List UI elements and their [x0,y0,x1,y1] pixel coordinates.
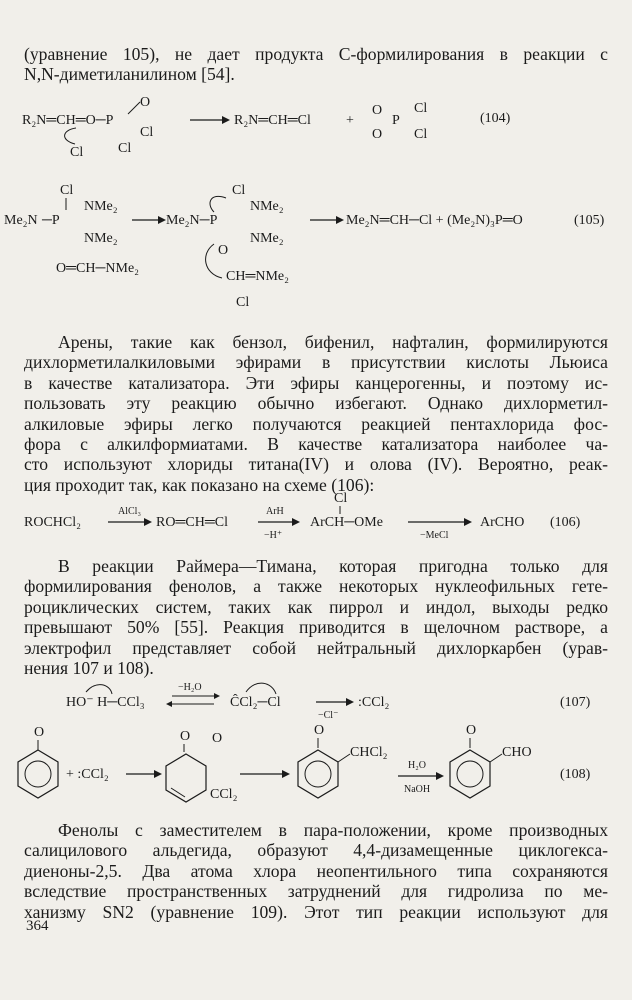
svg-text:O: O [180,729,191,744]
svg-text:P: P [392,113,400,128]
svg-text:Cl: Cl [236,295,250,310]
svg-text:−MeCl: −MeCl [420,530,449,541]
paragraph-3 [24,820,608,922]
svg-text:NMe₂: NMe₂ [250,231,284,246]
text-line: роциклических систем, таких как пиррол и индол, выходы редко [24,596,608,617]
text-line: алкиловые эфиры легко получаются реакцией пентахлорида фос- [24,413,608,434]
svg-text:CH═NMe₂: CH═NMe₂ [226,269,290,284]
svg-text:Cl: Cl [60,183,74,198]
scheme-104-product: R₂N═CH═Cl [234,113,311,128]
svg-text:O: O [372,103,383,118]
equation-number: (108) [560,767,591,782]
scheme-105-group: NMe₂ [84,231,118,246]
text-line: диеноны-2,5. Два атома хлора неопентильного типа сохраняются [24,860,608,881]
scheme-104-oxygen: O [140,95,151,110]
scheme-108 [0,722,632,822]
text-line: превышают 50% [55]. Реакция приводится в щелочном растворе, а [24,617,608,638]
svg-text:−Cl⁻: −Cl⁻ [318,710,339,721]
scheme-104-chloride: Cl [70,145,84,160]
scheme-104-chloride: Cl [118,141,132,156]
scheme-105 [0,180,632,320]
scheme-105-reactant: Me₂N [4,213,38,228]
equation-number: (107) [560,695,591,710]
text-line: нения 107 и 108). [24,658,154,679]
scheme-106 [0,492,632,542]
equation-number: (104) [480,111,511,126]
scheme-107-species: ĈCl₂─Cl [230,695,281,710]
scheme-106-species: RO═CH═Cl [156,515,228,530]
text-line: (уравнение 105), не дает продукта C-формилирования в реакции с [24,44,608,64]
svg-text:NaOH: NaOH [404,784,431,795]
equation-number: (105) [574,213,605,228]
svg-text:ArH: ArH [266,506,284,517]
scheme-104-reactant: R₂N═CH═O─P [22,113,114,128]
svg-text:NMe₂: NMe₂ [250,199,284,214]
text-line: N,N-диметиланилином [54]. [24,64,235,85]
svg-text:CHO: CHO [502,745,532,760]
text-line: формилирования фенолов, а также некоторых нуклеофильных гете- [24,576,608,597]
svg-text:+ :CCl₂: + :CCl₂ [66,767,109,782]
text-line: вследствие пространственных затруднений для гидролиза по ме- [24,881,608,902]
scheme-104-chloride: Cl [140,125,154,140]
svg-text:Cl: Cl [414,101,428,116]
svg-text:─P: ─P [42,213,60,228]
scheme-105-product: Me₂N═CH─Cl + (Me₂N)₃P═O [346,213,523,228]
text-line: дихлорметилалкиловыми эфирами в присутствии кислоты Льюиса [24,352,608,373]
text-line: пользовать эту реакцию обычно избегают. Однако дихлорметил- [24,393,608,414]
svg-text:O: O [372,127,383,142]
text-line: электрофил представляет собой нейтральный дихлоркарбен (урав- [24,637,608,658]
scheme-106-species: ArCHO [480,515,525,530]
text-line: ция проходит так, как показано на схеме (106): [24,474,375,495]
svg-text:CHCl₂: CHCl₂ [350,745,388,760]
svg-text:O: O [34,725,45,740]
svg-text:Me₂N─P: Me₂N─P [166,213,218,228]
scheme-106-species: ArCH─OMe [310,515,383,530]
top-paragraph [24,44,608,85]
text-line: ханизму SN2 (уравнение 109). Этот тип реакции используют для [24,901,608,922]
paragraph-2 [24,556,608,678]
text-line: салицилового альдегида, образуют 4,4-дизамещенные циклогекса- [24,840,608,861]
svg-text:−H⁺: −H⁺ [264,530,283,541]
svg-text:CCl₂: CCl₂ [210,787,238,802]
svg-text:O: O [466,723,477,738]
paragraph-1 [24,332,608,495]
svg-text:O: O [212,731,223,746]
svg-text:O: O [218,243,229,258]
page-number: 364 [26,918,49,934]
svg-text:+: + [346,113,354,128]
svg-text:H₂O: H₂O [408,760,426,771]
svg-text:−H₂O: −H₂O [178,682,202,693]
scheme-107-species: :CCl₂ [358,695,390,710]
scheme-106-species: ROCHCl₂ [24,515,82,530]
equation-number: (106) [550,515,581,530]
text-line: в качестве катализатора. Эти эфиры канцерогенны, и поэтому ис- [24,372,608,393]
text-line: сто используют хлориды титана(IV) и олова (IV). Вероятно, реак- [24,454,608,475]
svg-text:AlCl₃: AlCl₃ [118,506,141,517]
svg-text:O: O [314,723,325,738]
text-line: В реакции Раймера—Тимана, которая пригодна только для [58,556,608,576]
text-line: Фенолы с заместителем в пара-положении, кроме производных [58,820,608,840]
text-line: Арены, такие как бензол, бифенил, нафталин, формилируются [58,332,608,352]
svg-text:Cl: Cl [414,127,428,142]
scheme-104 [0,92,632,162]
svg-text:Cl: Cl [334,492,348,506]
svg-text:Cl: Cl [232,183,246,198]
scheme-105-group: NMe₂ [84,199,118,214]
svg-text:O═CH─NMe₂: O═CH─NMe₂ [56,261,140,276]
scheme-107-species: HO⁻ H─CCl₃ [66,695,145,710]
scheme-107 [0,678,632,722]
text-line: фора с алкилформиатами. В качестве катализатора наиболее ча- [24,434,608,455]
